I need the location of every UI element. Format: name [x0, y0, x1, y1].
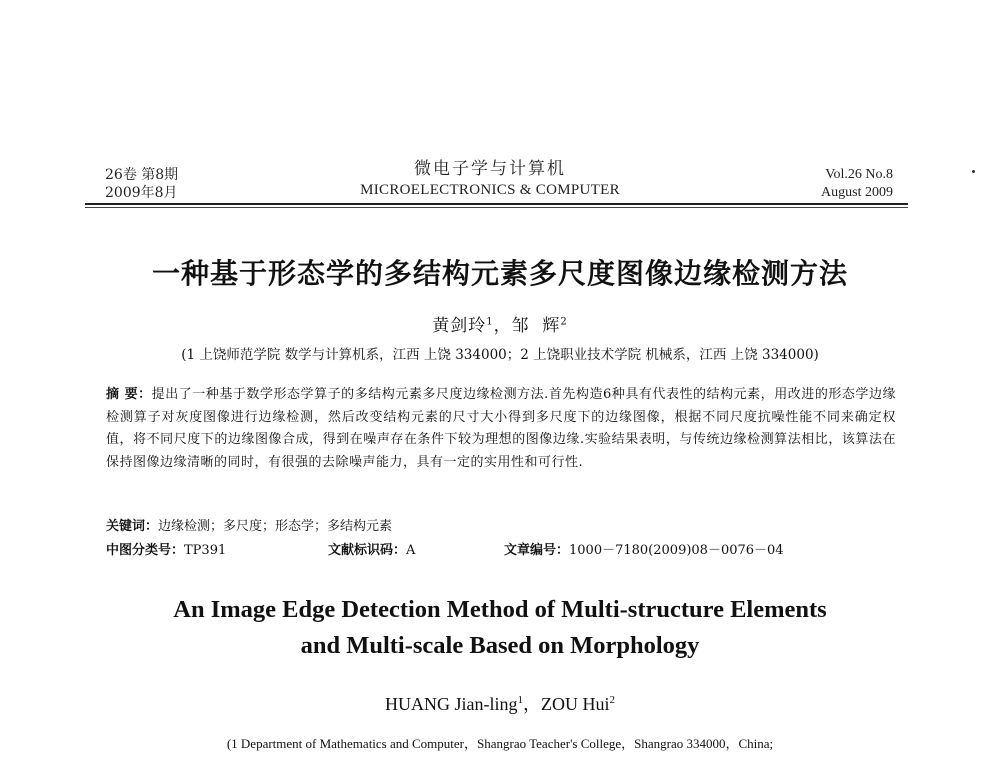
author2-en: ZOU Hui — [541, 694, 610, 714]
paper-title-cn: 一种基于形态学的多结构元素多尺度图像边缘检测方法 — [151, 257, 848, 290]
abstract-text: 提出了一种基于数学形态学算子的多结构元素多尺度边缘检测方法.首先构造6种具有代表性的结构元素，用改进的形态学边缘检测算子对灰度图像进行边缘检测，然后改变结构元素的尺寸大小得到多尺度下的边缘图像，根据不同尺度抗噪性能不同来确定权值，将不同尺度下的边缘图像合成，得到在噪声存在条件下较为理想的图像边缘.实验结果表明，与传统边缘检测算法相比，该算法在保持图像边缘清晰的同时，有很强的去除噪声能力，具有一定的实用性和可行性. — [106, 387, 896, 470]
doc-code-label: 文献标识码： — [328, 543, 407, 558]
clc-label: 中图分类号： — [106, 543, 185, 558]
journal-name — [300, 158, 680, 200]
journal-title-en: MICROELECTRONICS & COMPUTER — [360, 182, 620, 198]
paper-title-en-line1: An Image Edge Detection Method of Multi-structure Elements — [173, 596, 827, 623]
author2-cn: 邹 辉 — [511, 316, 561, 336]
article-no-value: 1000－7180(2009)08－0076－04 — [569, 543, 784, 558]
author1-cn-affil: 1 — [486, 316, 494, 328]
author2-en-affil: 2 — [609, 694, 615, 706]
date-cn: 2009年8月 — [105, 185, 178, 201]
doc-code-value: A — [406, 543, 416, 558]
clc-field — [106, 539, 226, 558]
article-no-label: 文章编号： — [504, 543, 570, 558]
author1-en-affil: 1 — [517, 694, 523, 706]
header-rule-thick — [85, 203, 908, 205]
date-en: August 2009 — [821, 185, 893, 200]
paper-title-en — [0, 592, 1000, 664]
affiliation-cn: (1 上饶师范学院 数学与计算机系，江西 上饶 334000；2 上饶职业技术学院 机械系，江西 上饶 334000) — [181, 347, 819, 363]
issue-info-cn — [105, 166, 305, 202]
author2-cn-affil: 2 — [560, 316, 568, 328]
header-rule-thin — [85, 207, 908, 208]
author1-en: HUANG Jian-ling — [385, 694, 518, 714]
author-separator-cn: ， — [493, 316, 512, 336]
volume-cn: 26卷 第8期 — [105, 167, 179, 183]
doc-code-field — [328, 539, 415, 558]
paper-title-en-line2: and Multi-scale Based on Morphology — [300, 632, 700, 659]
journal-title-cn: 微电子学与计算机 — [414, 159, 566, 179]
abstract-cn — [106, 384, 896, 474]
authors-cn — [0, 311, 1000, 336]
keywords-row — [106, 515, 392, 534]
scan-speck — [972, 170, 975, 173]
clc-value: TP391 — [184, 543, 227, 558]
abstract-label: 摘 要： — [106, 387, 152, 402]
affiliation-en: (1 Department of Mathematics and Computer，Shangrao Teacher's College，Shangrao 334000，China; — [226, 736, 774, 751]
authors-en — [0, 690, 1000, 716]
volume-en: Vol.26 No.8 — [825, 167, 893, 182]
author-separator-en: ， — [523, 694, 541, 714]
article-no-field — [504, 539, 784, 558]
author1-cn: 黄剑玲 — [432, 316, 487, 336]
keywords-value: 边缘检测；多尺度；形态学；多结构元素 — [158, 519, 393, 534]
issue-info-en — [700, 166, 893, 202]
keywords-label: 关键词： — [106, 519, 159, 534]
